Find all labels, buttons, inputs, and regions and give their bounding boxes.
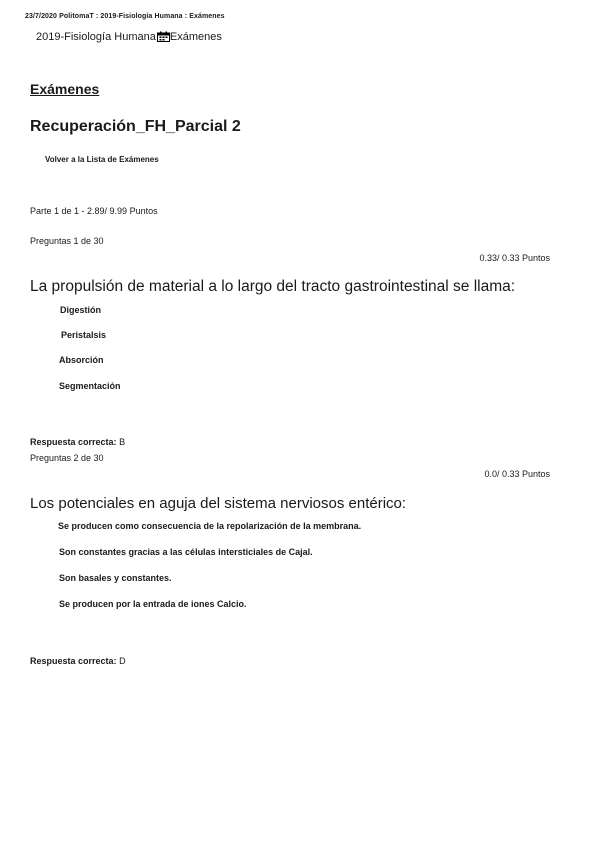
correct-answer-label: Respuesta correcta: (30, 656, 117, 666)
breadcrumb (36, 31, 222, 43)
question-1-text: La propulsión de material a lo largo del tracto gastrointestinal se llama: (30, 278, 516, 295)
question-2-text: Los potenciales en aguja del sistema nerviosos entérico: (30, 495, 407, 512)
question-2-points: 0.0/ 0.33 Puntos (484, 469, 550, 479)
correct-answer-value: D (119, 656, 126, 666)
question-1-counter: Preguntas 1 de 30 (30, 236, 104, 246)
question-2-correct-answer (30, 656, 126, 666)
question-2-option-d[interactable]: Se producen por la entrada de iones Calcio. (59, 599, 247, 609)
question-1-correct-answer (30, 437, 125, 447)
breadcrumb-course-link[interactable]: 2019-Fisiología Humana (36, 31, 156, 43)
question-1-option-d[interactable]: Segmentación (59, 381, 121, 391)
section-title: Exámenes (30, 81, 100, 97)
correct-answer-label: Respuesta correcta: (30, 437, 117, 447)
exam-title: Recuperación_FH_Parcial 2 (30, 118, 241, 135)
question-2-option-a[interactable]: Se producen como consecuencia de la repolarización de la membrana. (58, 521, 362, 531)
question-2-counter: Preguntas 2 de 30 (30, 453, 104, 463)
question-1-points: 0.33/ 0.33 Puntos (479, 253, 550, 263)
question-2-option-c[interactable]: Son basales y constantes. (59, 573, 172, 583)
question-1-option-b[interactable]: Peristalsis (61, 330, 107, 340)
back-to-exam-list-link[interactable]: Volver a la Lista de Exámenes (45, 155, 159, 164)
part-score-summary: Parte 1 de 1 - 2.89/ 9.99 Puntos (30, 206, 158, 216)
breadcrumb-current: Exámenes (169, 31, 222, 43)
question-1-option-a[interactable]: Digestión (60, 305, 102, 315)
calendar-icon (157, 31, 170, 45)
correct-answer-value: B (119, 437, 126, 447)
question-2-option-b[interactable]: Son constantes gracias a las células intersticiales de Cajal. (59, 547, 313, 557)
print-header: 23/7/2020 PolitomaT : 2019-Fisiología Humana : Exámenes (25, 13, 225, 20)
question-1-option-c[interactable]: Absorción (59, 355, 104, 365)
